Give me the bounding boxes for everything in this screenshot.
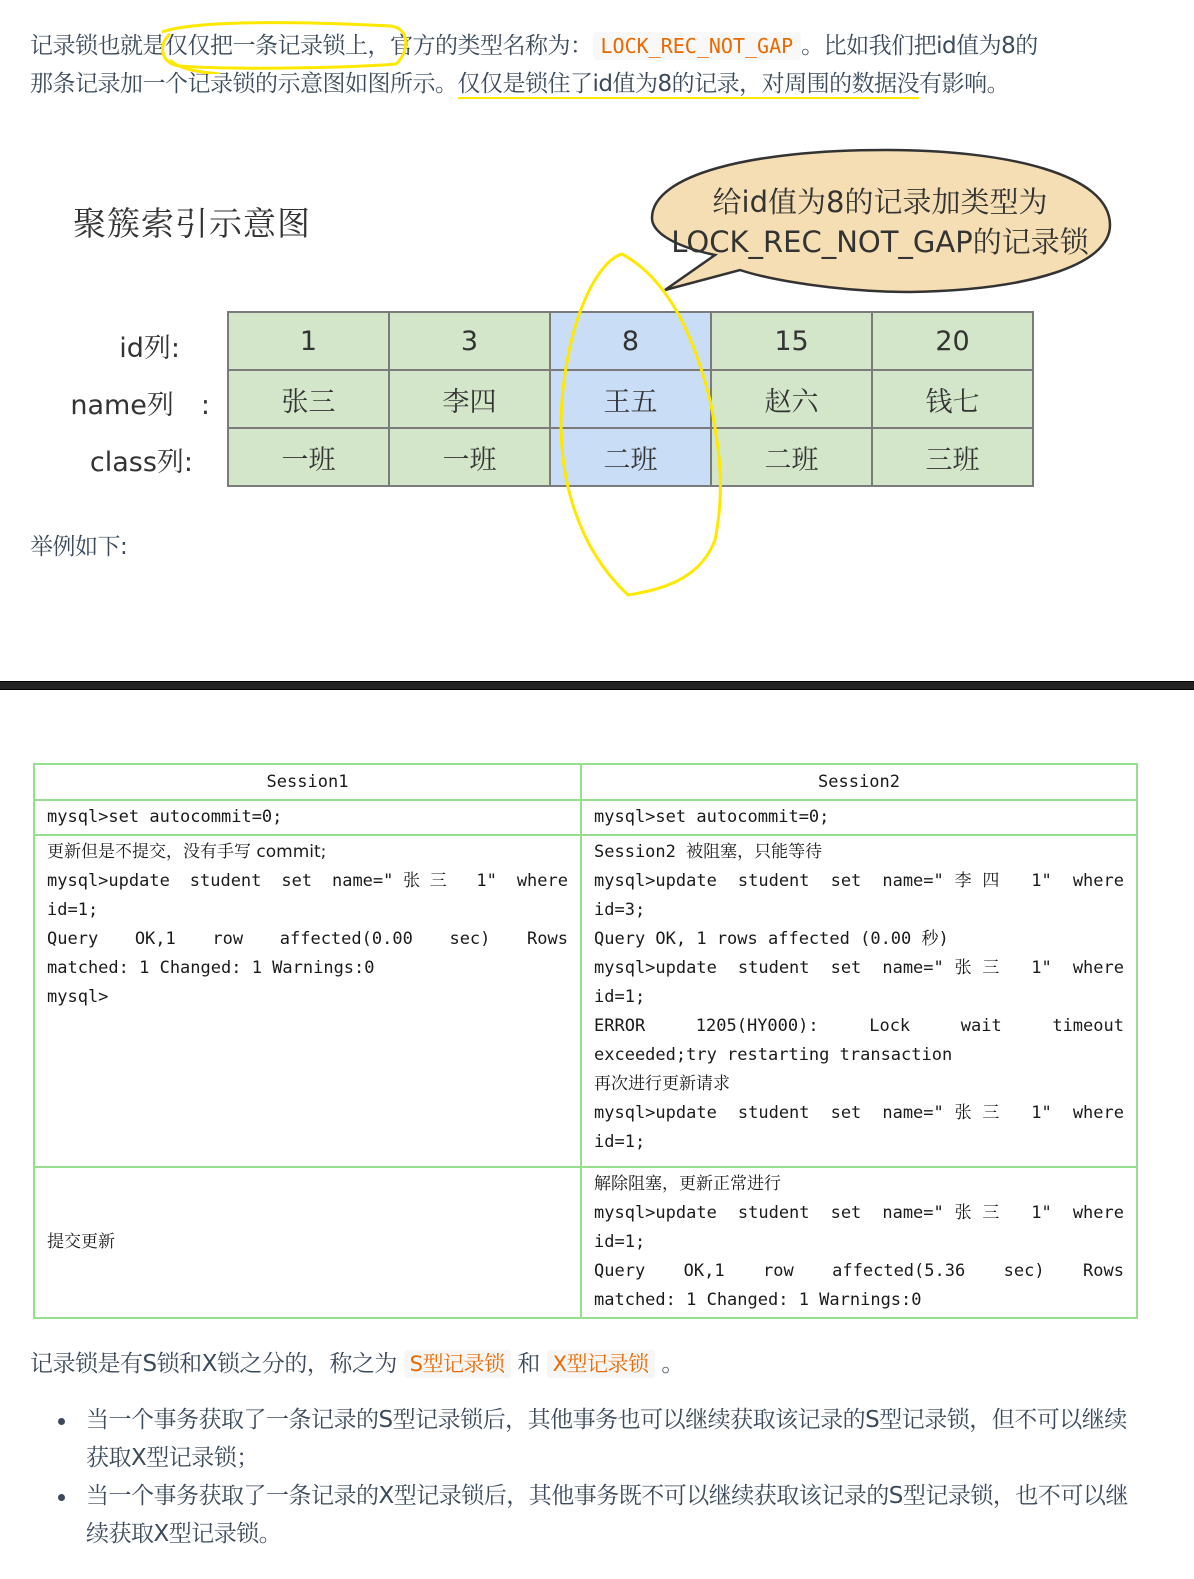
lock-type-code: LOCK_REC_NOT_GAP [593, 32, 802, 60]
highlight-circle-annotation [150, 14, 420, 74]
row-label-class: class列: [89, 447, 193, 478]
bubble-line-1: 给id值为8的记录加类型为 [712, 185, 1048, 219]
session2-cell [581, 1167, 1137, 1318]
intro-circled-text: 是仅仅把一条记录锁上 [142, 33, 368, 59]
code-line: 再次进行更新请求 [594, 1074, 730, 1094]
code-line: matched: 1 Changed: 1 Warnings:0 [594, 1290, 922, 1310]
session2-cell [581, 835, 1137, 1167]
code-line: matched: 1 Changed: 1 Warnings:0 [47, 958, 375, 978]
class-cell: 一班 [228, 428, 389, 486]
x-lock-code: X型记录锁 [547, 1350, 655, 1378]
session-row-2 [34, 835, 1137, 1167]
lock-rules-list [30, 1401, 1140, 1553]
code-line: Query OK,1 row affected(0.00 sec) Rows [47, 929, 568, 949]
name-cell-selected: 王五 [550, 370, 711, 428]
example-label: 举例如下: [30, 534, 128, 560]
summary-paragraph [30, 1345, 1170, 1383]
summary-text-3: 。 [661, 1351, 684, 1377]
name-cell: 张三 [228, 370, 389, 428]
row-label-name: name列 : [70, 390, 210, 421]
id-cell: 15 [711, 312, 872, 370]
session2-cell: mysql>set autocommit=0; [581, 800, 1137, 835]
class-cell: 一班 [389, 428, 550, 486]
name-cell: 李四 [389, 370, 550, 428]
list-item: 当一个事务获取了一条记录的X型记录锁后，其他事务既不可以继续获取该记录的S型记录锁，也不可以继续获取X型记录锁。 [30, 1477, 1140, 1553]
row-label-id: id列: [119, 333, 180, 364]
code-line: id=1; [594, 1232, 646, 1252]
intro-text-3: 。比如我们把id值为8的 [801, 33, 1038, 59]
code-line: mysql>update student set name="张三 1" where [594, 1103, 1124, 1123]
section-divider [0, 681, 1194, 690]
intro-text-1: 记录锁也就 [30, 33, 143, 59]
summary-text-2: 和 [517, 1351, 540, 1377]
code-line: id=1; [594, 987, 646, 1007]
class-cell-selected: 二班 [550, 428, 711, 486]
session1-header: Session1 [34, 764, 581, 800]
code-line: mysql>update student set name="张三 1" where [594, 1203, 1124, 1223]
code-line: mysql>update student set name="李四 1" where [594, 871, 1124, 891]
session2-header: Session2 [581, 764, 1137, 800]
intro-text-2: ，官方的类型名称为： [367, 33, 593, 59]
intro-line2-text-2: 有影响。 [919, 71, 1010, 97]
intro-line2-text-1: 那条记录加一个记录锁的示意图如图所示。 [30, 71, 458, 97]
session-row-3 [34, 1167, 1137, 1318]
session1-cell [34, 835, 581, 1167]
highlight-loop-annotation [550, 250, 730, 605]
s-lock-code: S型记录锁 [404, 1350, 511, 1378]
code-line: 更新但是不提交，没有手写 commit; [47, 842, 327, 862]
session-row-1 [34, 800, 1137, 835]
id-cell: 20 [872, 312, 1033, 370]
code-line: Session2 被阻塞，只能等待 [594, 842, 823, 862]
code-line: 解除阻塞，更新正常进行 [594, 1174, 781, 1194]
code-line: mysql>update student set name="张三 1" where [594, 958, 1124, 978]
commit-label: 提交更新 [47, 1232, 115, 1252]
class-cell: 二班 [711, 428, 872, 486]
class-cell: 三班 [872, 428, 1033, 486]
code-line: id=1; [47, 900, 99, 920]
code-line: Query OK,1 row affected(5.36 sec) Rows [594, 1261, 1124, 1281]
intro-underlined-text: 仅仅是锁住了id值为8的记录，对周围的数据没 [457, 71, 920, 97]
code-line: mysql> [47, 987, 109, 1007]
code-line: id=3; [594, 900, 646, 920]
id-cell-selected: 8 [550, 312, 711, 370]
code-line: mysql>update student set name="张三 1" where [47, 871, 568, 891]
id-cell: 3 [389, 312, 550, 370]
session-table [33, 763, 1138, 1319]
error-line: exceeded;try restarting transaction [594, 1045, 953, 1065]
session1-cell [34, 1167, 581, 1318]
error-line: ERROR 1205(HY000): Lock wait timeout [594, 1016, 1124, 1036]
id-cell: 1 [228, 312, 389, 370]
session-header-row [34, 764, 1137, 800]
code-line: Query OK, 1 rows affected (0.00 秒) [594, 929, 949, 949]
diagram-title: 聚簇索引示意图 [73, 204, 311, 243]
session1-cell: mysql>set autocommit=0; [34, 800, 581, 835]
bubble-line-2: LOCK_REC_NOT_GAP的记录锁 [671, 225, 1089, 259]
code-line: id=1; [594, 1132, 646, 1152]
summary-text-1: 记录锁是有S锁和X锁之分的，称之为 [30, 1351, 397, 1377]
name-cell: 钱七 [872, 370, 1033, 428]
list-item: 当一个事务获取了一条记录的S型记录锁后，其他事务也可以继续获取该记录的S型记录锁，但不可以继续获取X型记录锁； [30, 1401, 1140, 1477]
name-cell: 赵六 [711, 370, 872, 428]
